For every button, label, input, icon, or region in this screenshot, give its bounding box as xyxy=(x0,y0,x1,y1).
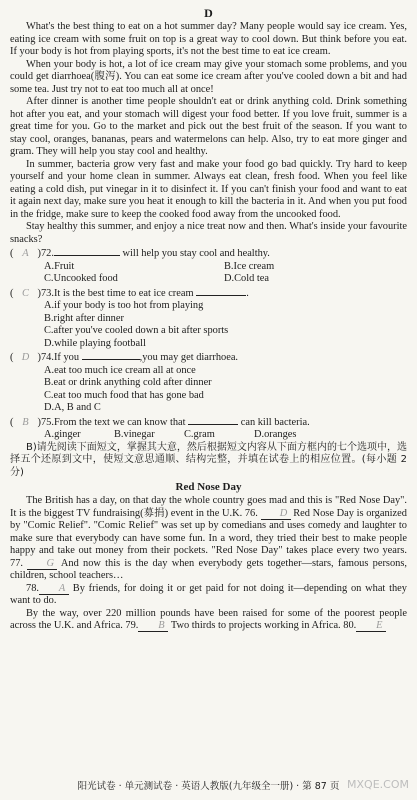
answer-blank[interactable] xyxy=(54,246,120,256)
option[interactable]: D.Cold tea xyxy=(224,273,270,284)
answer-blank[interactable] xyxy=(82,350,140,360)
question-72: ( A )72. will help you stay cool and healthy. xyxy=(10,248,270,259)
option[interactable]: B.vinegar xyxy=(114,429,155,440)
page-footer: 阳光试卷 · 单元测试卷 · 英语人教版(九年级全一册) · 第 87 页 xyxy=(77,781,340,792)
passage-paragraph-5: Stay healthy this summer, and enjoy a nice treat now and then. What's inside your favourite snacks? xyxy=(10,221,407,245)
option[interactable]: D.oranges xyxy=(254,429,297,440)
gap-79[interactable]: B xyxy=(138,621,168,632)
option[interactable]: B.eat or drink anything cold after dinner xyxy=(44,377,212,388)
watermark-text: MXQE.COM xyxy=(347,778,409,791)
passage-paragraph-1: What's the best thing to eat on a hot summer day? Many people would say ice cream. Yes, eating ice cream with some fruit on top is a great way to cool down. But think before you eat. If your body is hot from playing sports, it's not the best time to eat ice cream. xyxy=(10,21,407,57)
gap-77[interactable]: G xyxy=(27,559,57,570)
question-number: 72. xyxy=(40,248,54,259)
question-number: 75. xyxy=(40,416,54,428)
passage-paragraph-4: In summer, bacteria grow very fast and make your food go bad quickly. Try hard to keep yourself and your home clean in summer. Always eat clean, fresh food. When you feel like eating a cold dish, put vinegar in it to disinfect it. If you can't finish your food and want to eat it again next day, make sure you heat it enough to kill the bacteria in it. And when you put food in the fridge, make sure to keep the cooked food away from the uncooked food. xyxy=(10,158,407,220)
answer-blank[interactable] xyxy=(188,415,238,425)
option[interactable]: A.if your body is too hot from playing xyxy=(44,300,204,311)
option[interactable]: A.ginger xyxy=(44,429,81,440)
option[interactable]: B.right after dinner xyxy=(44,312,124,324)
rnd-paragraph-3: By the way, over 220 million pounds have been raised for some of the poorest people across the U.K. and Africa. 79. B Two thirds to projects working in Africa. 80. E xyxy=(10,607,407,631)
options-75 xyxy=(10,429,407,442)
partb-instructions: B)请先阅读下面短文，掌握其大意，然后根据短文内容从下面方框内的七个选项中，选择五个还原到文中，使短文意思通顺、结构完整，并填在试卷上的相应位置。(每小题 2 分) xyxy=(10,441,407,478)
option[interactable]: B.Ice cream xyxy=(224,260,275,272)
answer-mark[interactable]: B xyxy=(22,416,29,428)
option[interactable]: A.Fruit xyxy=(44,260,75,272)
question-73: ( C )73.It is the best time to eat ice cream . xyxy=(10,287,249,299)
question-75: ( B )75.From the text we can know that can kill bacteria. xyxy=(10,416,310,428)
option[interactable]: C.after you've cooled down a bit after sports xyxy=(44,325,229,336)
gap-76[interactable]: D xyxy=(261,509,291,520)
options-72 xyxy=(10,261,407,286)
answer-mark[interactable]: D xyxy=(21,352,30,363)
option[interactable]: C.gram xyxy=(184,429,215,440)
gap-78[interactable]: A xyxy=(39,584,69,595)
option[interactable]: A.eat too much ice cream all at once xyxy=(44,364,196,376)
option[interactable]: D.A, B and C xyxy=(44,402,101,413)
options-74 xyxy=(10,365,407,415)
question-74: ( D )74.If you ,you may get diarrhoea. xyxy=(10,352,239,363)
question-number: 73. xyxy=(40,287,54,299)
rnd-paragraph-1: The British has a day, on that day the whole country goes mad and this is "Red Nose Day". It is the biggest TV fundraising(募捐) event in the U.K. 76. D Red Nose Day is organized by "Comic Relief". "Comic Relief" was set up by comedians and uses comedy and laughter to make sure that everybody can have some fun. In a word, they tried their best to make people happy and take out money from their pockets. "Red Nose Day" takes place every two years. 77. G And now this is the day when everybody gets together—stars, famous persons, children, school teachers… xyxy=(10,495,407,581)
answer-blank[interactable] xyxy=(196,286,246,296)
option[interactable]: C.Uncooked food xyxy=(44,273,118,284)
options-73 xyxy=(10,300,407,350)
gap-80[interactable]: E xyxy=(356,621,386,632)
passage-title: Red Nose Day xyxy=(175,481,242,493)
option[interactable]: C.eat too much food that has gone bad xyxy=(44,389,204,401)
passage-paragraph-3: After dinner is another time people shouldn't eat or drink anything cold. Drink something hot after you eat, and your stomach will digest your food better. If you love fruit, summer is a great time for you. Go to the market and pick out the best fruit of the season. If you want to stay cool, oranges, bananas, pears and watermelons can help. Also, try to eat more ginger and gram. They will help you stay cool and healthy. xyxy=(10,96,407,157)
section-letter: D xyxy=(204,6,213,20)
answer-mark[interactable]: A xyxy=(22,248,29,259)
option[interactable]: D.while playing football xyxy=(44,337,146,349)
answer-mark[interactable]: C xyxy=(22,287,29,299)
question-number: 74. xyxy=(40,352,54,363)
passage-paragraph-2: When your body is hot, a lot of ice cream may give your stomach some problems, and you could get diarrhoea(腹泻). You can eat some ice cream after you've cooled down a bit and had some tea. Just try not to eat too much all at once! xyxy=(10,58,407,95)
rnd-paragraph-2: 78. A By friends, for doing it or get paid for not doing it—depending on what they want to do. xyxy=(10,582,407,606)
